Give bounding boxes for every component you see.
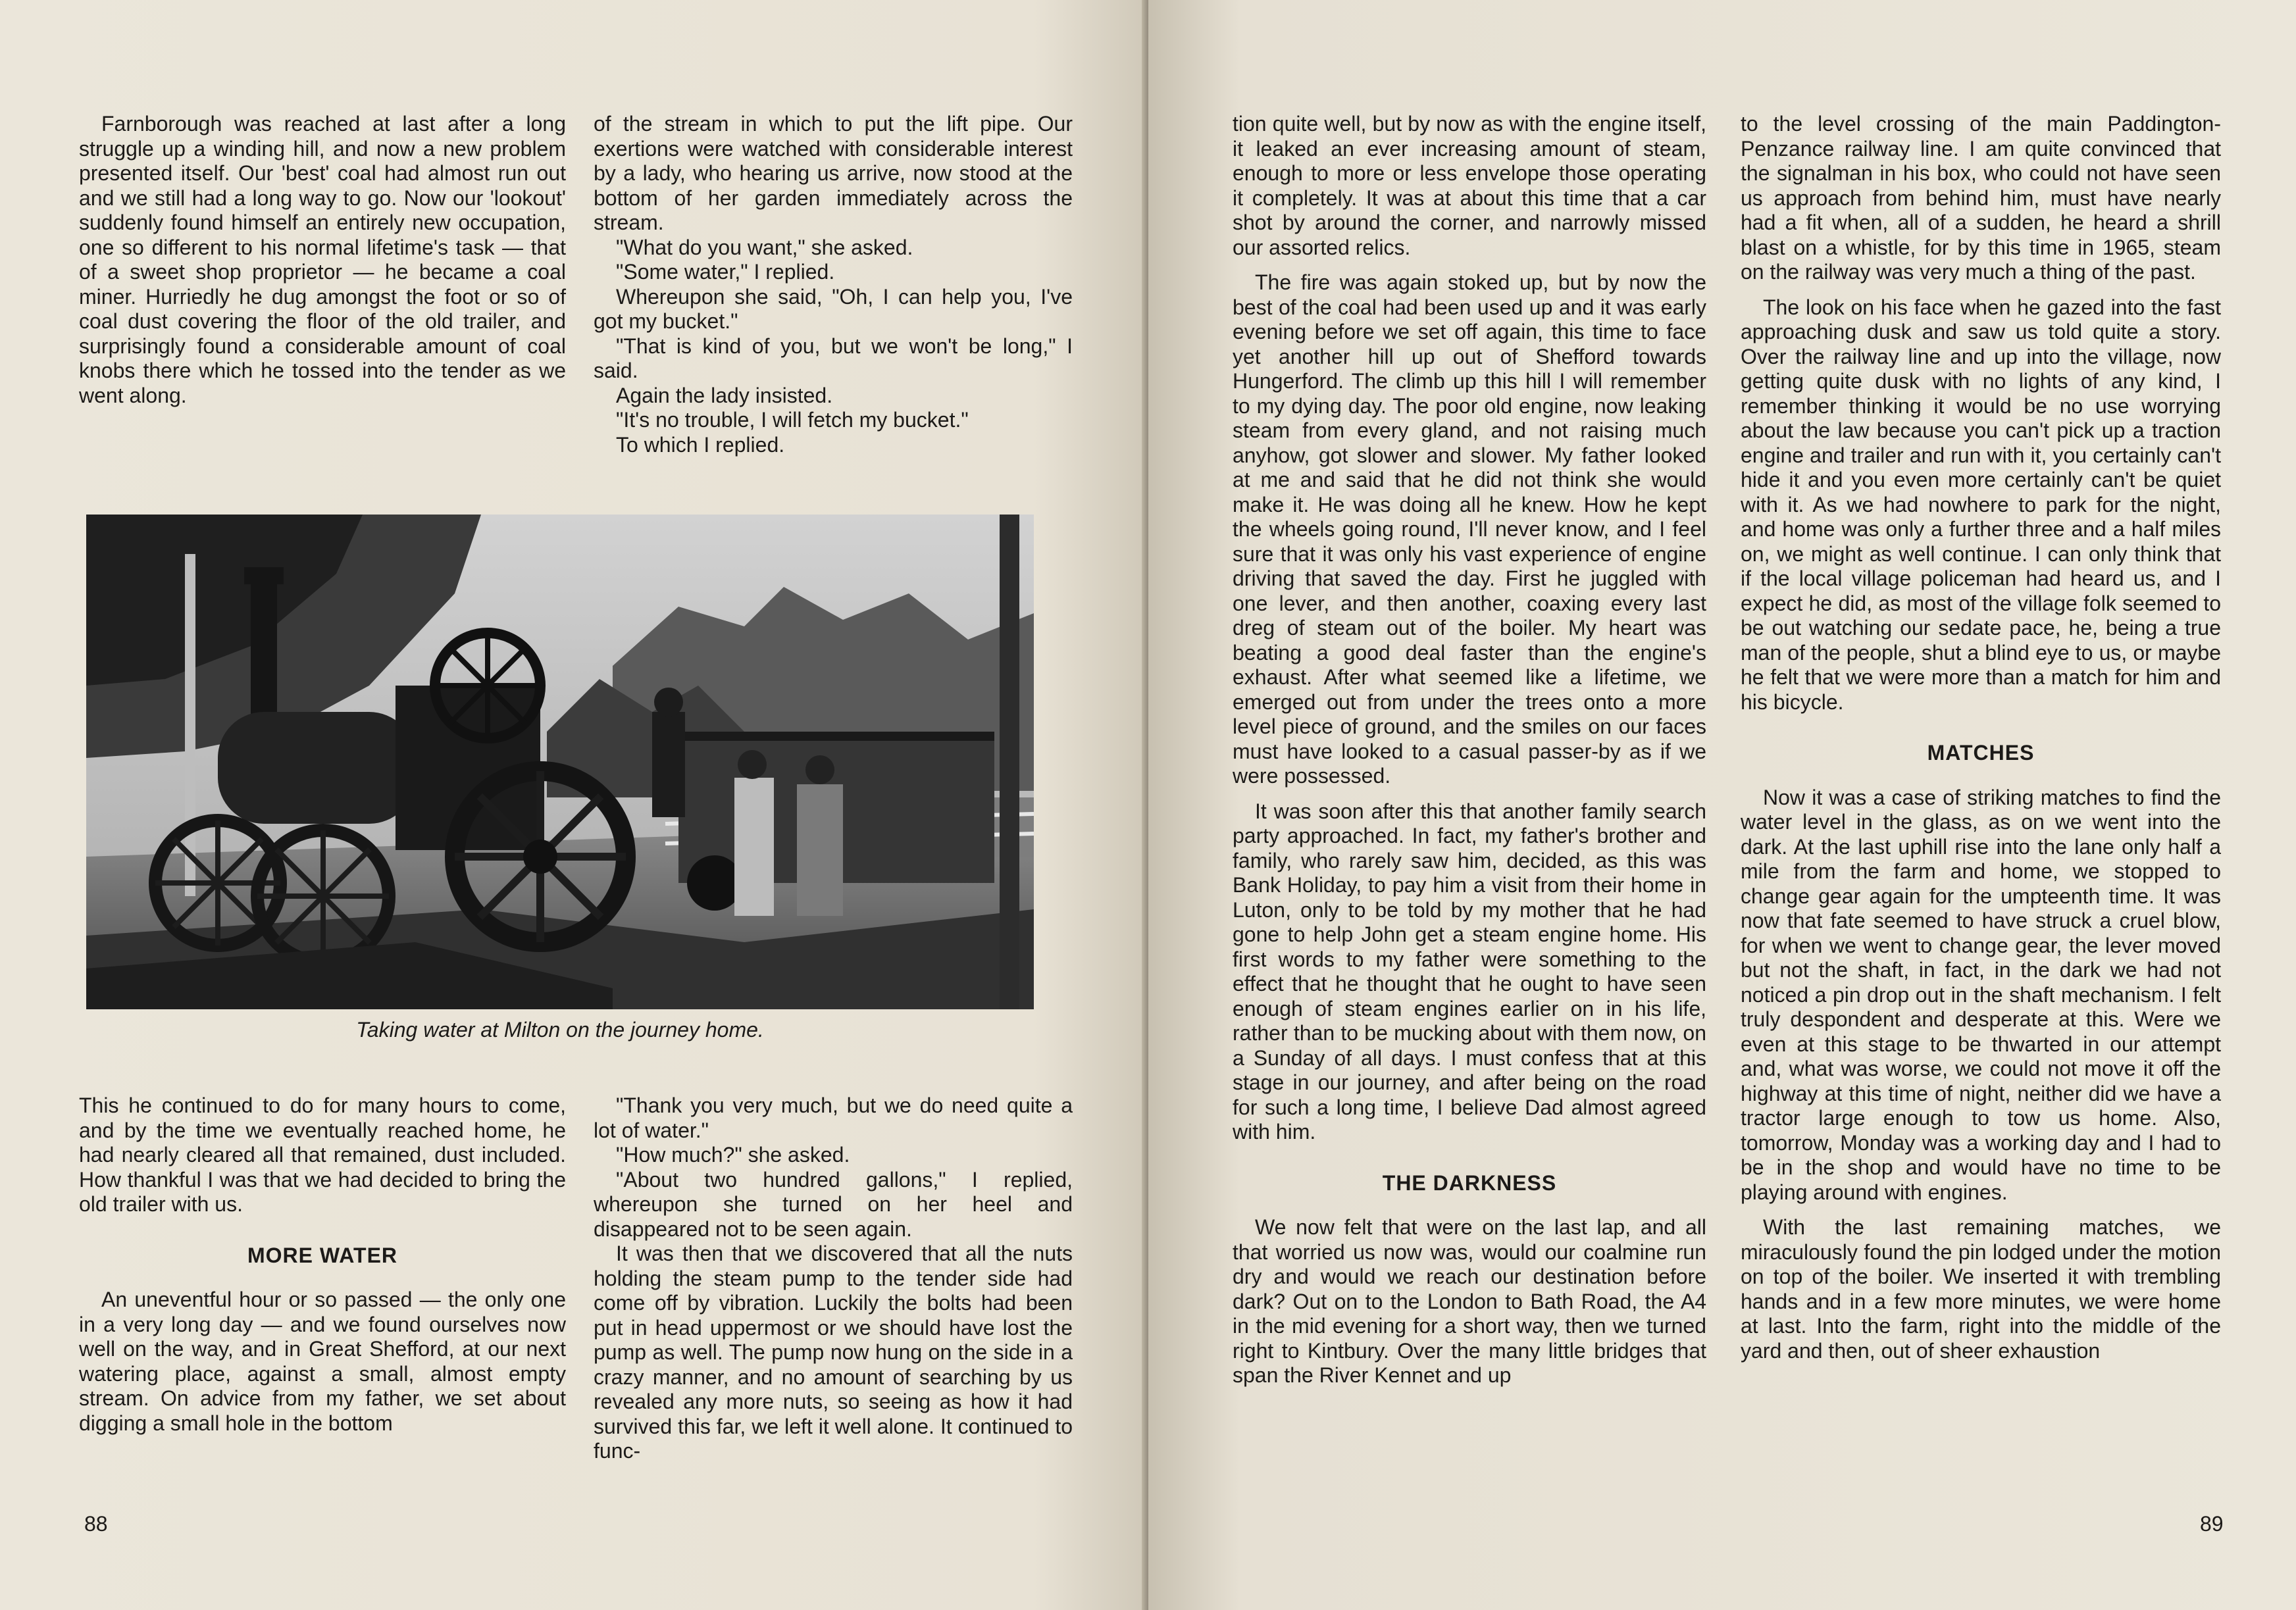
section-heading: MATCHES	[1927, 741, 2035, 765]
left-column-top-1	[79, 112, 566, 408]
paragraph: of the stream in which to put the lift pipe. Our exertions were watched with considerable interest by a lady, who hearing us arrive, now stood at the bottom of her garden immediately across the stream.	[594, 112, 1073, 234]
right-page	[1148, 0, 2296, 1610]
page-number: 89	[2200, 1512, 2224, 1536]
section-heading: MORE WATER	[247, 1243, 398, 1267]
photo-caption: Taking water at Milton on the journey home.	[356, 1018, 764, 1042]
page-number: 88	[84, 1512, 108, 1536]
traction-engine-photo	[86, 515, 1034, 1009]
paragraph: This he continued to do for many hours to come, and by the time we eventually reached home, he had nearly cleared all that remained, dust included. How thankful I was that we had decided to bring the old trailer with us.	[79, 1094, 566, 1216]
paragraph: It was soon after this that another family search party approached. In fact, my father's brother and family, who rarely saw him, decided, as this was Bank Holiday, to pay him a visit from their home in Luton, only to be told by my mother that he had gone to help John get a steam engine home. His first words to my father were something to the effect that he thought that he ought to have seen enough of steam engines earlier on in his life, rather than to be mucking about with them now, on a Sunday of all days. I must confess that at this stage in our journey, and after being on the road for such a long time, I believe Dad almost agreed with him.	[1233, 799, 1706, 1144]
paragraph: "Some water," I replied.	[616, 260, 835, 284]
right-column-1	[1233, 112, 1706, 1388]
paragraph: We now felt that were on the last lap, and all that worried us now was, would our coalmine run dry and would we reach our destination before dark? Out on to the London to Bath Road, the A4 in the mid evening for a short way, then we turned right to Kintbury. Over the many little bridges that span the River Kennet and up	[1233, 1215, 1706, 1387]
photo-illustration	[86, 515, 1034, 1009]
paragraph: "That is kind of you, but we won't be long," I said.	[594, 334, 1073, 382]
paragraph: With the last remaining matches, we miraculously found the pin lodged under the motion on top of the boiler. We inserted it with trembling hands and in a few more minutes, we were home at last. Into the farm, right into the middle of the yard and then, out of sheer exhaustion	[1741, 1215, 2221, 1363]
right-column-2	[1741, 112, 2221, 1363]
paragraph: "It's no trouble, I will fetch my bucket."	[616, 408, 969, 432]
paragraph: "What do you want," she asked.	[616, 235, 913, 259]
paragraph: "Thank you very much, but we do need quite a lot of water."	[594, 1094, 1073, 1142]
paragraph: "How much?" she asked.	[616, 1143, 850, 1167]
paragraph: The fire was again stoked up, but by now the best of the coal had been used up and it was early evening before we set off again, this time to face yet another hill up out of Shefford towards Hungerford. The climb up this hill I will remember to my dying day. The poor old engine, now leaking steam from every gland, and not raising much anyhow, got slower and slower. My father looked at me and said that he did not think she would make it. He was doing all he knew. How he kept the wheels going round, I'll never know, and I feel sure that it was only his vast experience of engine driving that saved the day. First he juggled with one lever, and then another, coaxing every last dreg of steam out of the boiler. My heart was beating a good deal faster than the engine's exhaust. After what seemed like a lifetime, we emerged out from under the trees onto a more level piece of ground, and the smiles on our faces must have looked to a casual passer-by as if we were possessed.	[1233, 270, 1706, 788]
paragraph: The look on his face when he gazed into the fast approaching dusk and saw us told quite a story. Over the railway line and up into the village, now getting quite dusk with no lights of any kind, I remember thinking it would be no use worrying about the law because you can't pick up a traction engine and trailer and run with it, you certainly can't hide it and you even more certainly can't be quiet with it. As we had nowhere to park for the night, and home was only a further three and a half miles on, we might as well continue. I can only think that if the local village policeman had heard us, and I expect he did, as most of the village folk seemed to be out watching our sedate pace, he, being a true man of the people, shut a blind eye to us, or maybe he felt that we were more than a match for him and his bicycle.	[1741, 295, 2221, 714]
paragraph: tion quite well, but by now as with the engine itself, it leaked an ever increasing amount of steam, enough to more or less envelope those operating it completely. It was at about this time that a car shot by around the corner, and narrowly missed our assorted relics.	[1233, 112, 1706, 259]
paragraph: It was then that we discovered that all the nuts holding the steam pump to the tender side had come off by vibration. Luckily the bolts had been put in head uppermost or we should have lost the pump as well. The pump now hung on the side in a crazy manner, and no amount of searching by us revealed any more nuts, so seeing as how it had survived this far, we left it well alone. It continued to func-	[594, 1242, 1073, 1463]
left-column-top-2	[594, 112, 1073, 457]
section-heading: THE DARKNESS	[1382, 1170, 1557, 1195]
paragraph: Again the lady insisted.	[616, 383, 833, 407]
paragraph: Now it was a case of striking matches to find the water level in the glass, as on we went into the dark. At the last uphill rise into the lane only half a mile from the farm and home, we stopped to change gear again for the umpteenth time. It was now that fate seemed to have struck a cruel blow, for when we went to change gear, the lever moved but not the shaft, in fact, in the dark we had not noticed a pin drop out in the shaft mechanism. I felt truly despondent and desperate at this. Were we even at this stage to be thwarted in our attempt and, what was worse, we could not move it off the highway at this time of night, neither did we have a tractor large enough to tow us home. Also, tomorrow, Monday was a working day and I had to be in the shop and would have no time to be playing around with engines.	[1741, 785, 2221, 1204]
left-column-bottom-2	[594, 1094, 1073, 1464]
paragraph: Whereupon she said, "Oh, I can help you, I've got my bucket."	[594, 284, 1073, 333]
paragraph: An uneventful hour or so passed — the only one in a very long day — and we found ourselves now well on the way, and in Great Shefford, at our next watering place, against a small, almost empty stream. On advice from my father, we set about digging a small hole in the bottom	[79, 1288, 566, 1435]
paragraph: Farnborough was reached at last after a long struggle up a winding hill, and now a new problem presented itself. Our 'best' coal had almost run out and we still had a long way to go. Now our 'lookout' suddenly found himself an entirely new occupation, one so different to his normal lifetime's task — that of a sweet shop proprietor — he became a coal miner. Hurriedly he dug amongst the foot or so of coal dust covering the floor of the old trailer, and surprisingly found a considerable amount of coal knobs there which he tossed into the tender as we went along.	[79, 112, 566, 407]
paragraph: to the level crossing of the main Paddington-Penzance railway line. I am quite convinced that the signalman in his box, who could not have seen us approach from behind him, must have nearly had a fit when, all of a sudden, he heard a shrill blast on a whistle, for by this time in 1965, steam on the railway was very much a thing of the past.	[1741, 112, 2221, 284]
left-column-bottom-1	[79, 1094, 566, 1436]
paragraph: "About two hundred gallons," I replied, whereupon she turned on her heel and disappeared not to be seen again.	[594, 1167, 1073, 1241]
paragraph: To which I replied.	[616, 432, 785, 457]
